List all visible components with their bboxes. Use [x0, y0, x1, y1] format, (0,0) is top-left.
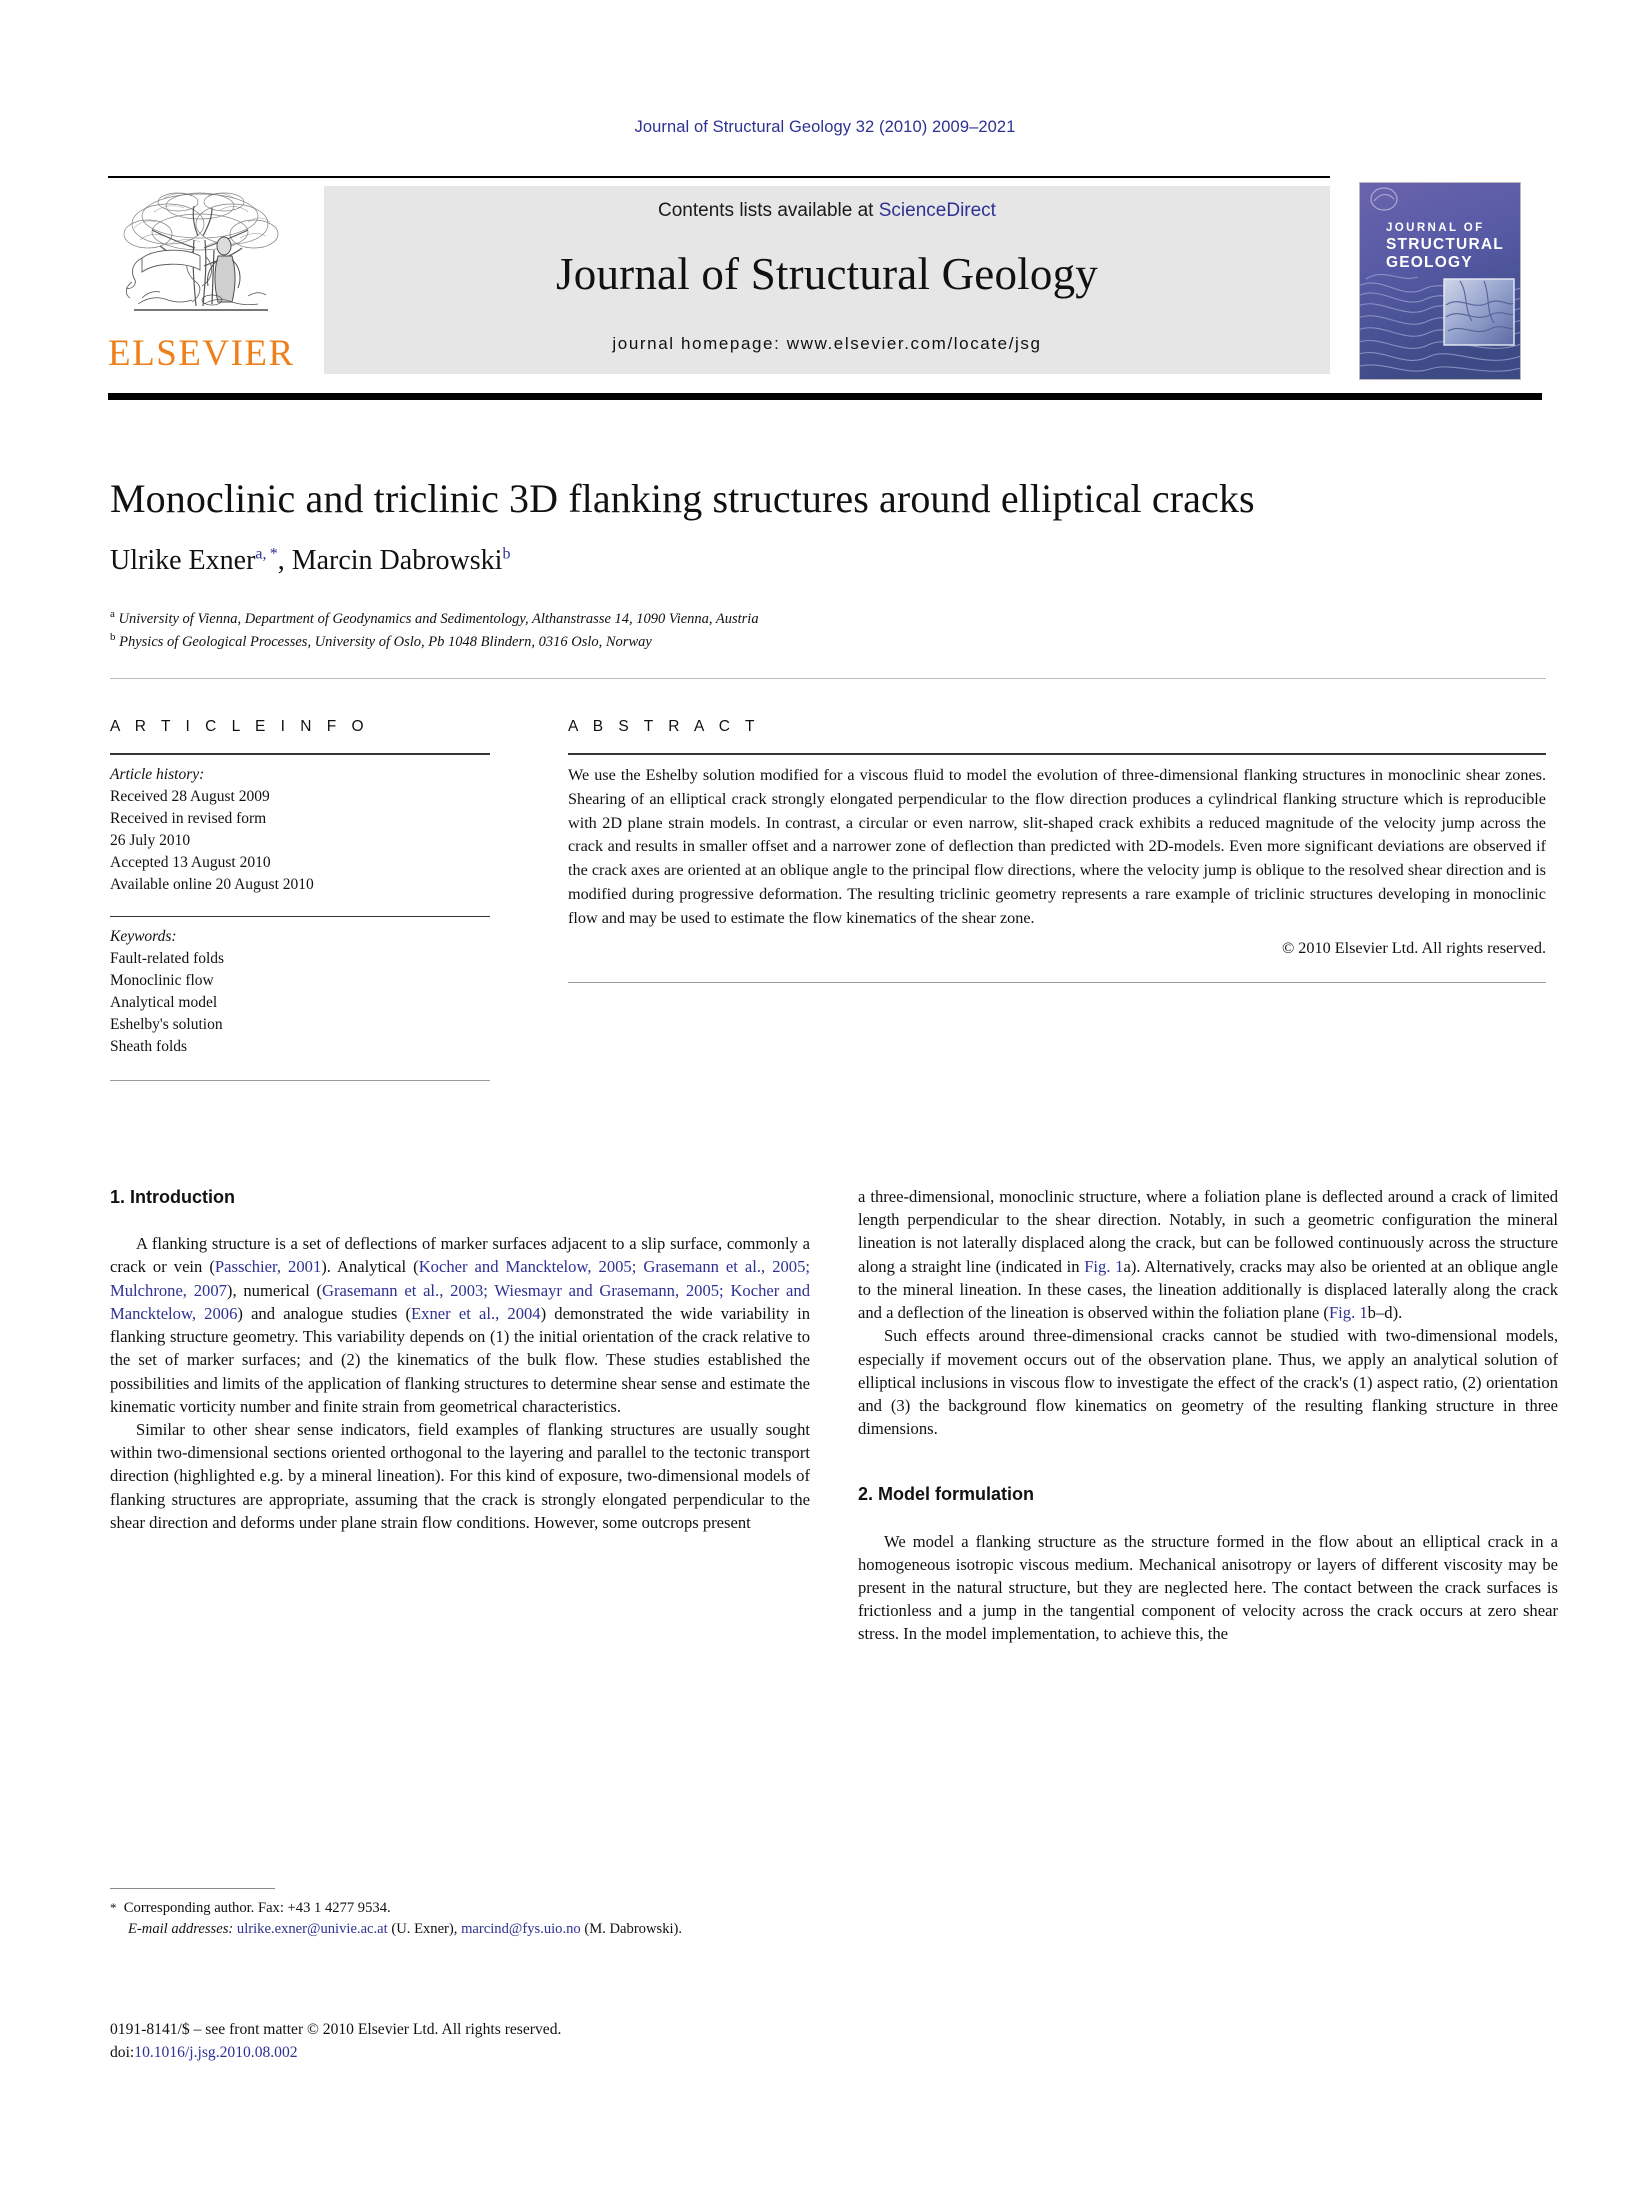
article-info-heading: A R T I C L E I N F O [110, 718, 370, 735]
abstract-text: We use the Eshelby solution modified for a viscous fluid to model the evolution of three-dimensional flanking structures in monoclinic shear zones. Shearing of an elliptical crack strongly elongated perpendicular to the flow direction produces a cylindrical flanking structure which is reproducible with 2D plane strain models. In contrast, a circular or even narrow, slit-shaped crack exhibits a reduced magnitude of the velocity jump across the crack and results in smaller offset and a narrower zone of deflection than predicted with 2D-models. Even more significant deviations are observed if the crack axes are oriented at an oblique angle to the principal flow directions, where the velocity jump is oblique to the resolved shear direction and is modified during progressive deformation. The resulting triclinic geometry represents a rare example of triclinic structures developing in monoclinic flow and may be used to estimate the flow kinematics of the shear zone. [568, 766, 1546, 927]
section-heading-introduction: 1. Introduction [110, 1187, 235, 1207]
journal-banner [324, 186, 1330, 374]
keywords-label: Keywords: [110, 928, 177, 945]
keywords-rule [110, 916, 490, 917]
svg-text:JOURNAL OF: JOURNAL OF [1386, 222, 1485, 234]
footnote-block [110, 1888, 810, 1939]
article-info-rule [110, 753, 490, 755]
front-matter-line: 0191-8141/$ – see front matter © 2010 Elsevier Ltd. All rights reserved. [110, 2021, 562, 2038]
footnote-rule [110, 1888, 275, 1889]
affiliation-b-text: Physics of Geological Processes, University of Oslo, Pb 1048 Blindern, 0316 Oslo, Norway [119, 633, 652, 650]
abstract-rule [568, 753, 1546, 755]
keyword-item: Analytical model [110, 994, 218, 1011]
front-matter-block [110, 2018, 870, 2065]
abstract-copyright: © 2010 Elsevier Ltd. All rights reserved. [1281, 938, 1546, 957]
article-history-block [110, 764, 490, 896]
affiliation-a-marker: a [110, 608, 115, 620]
abstract-column [568, 718, 1546, 983]
paragraph: Such effects around three-dimensional cracks cannot be studied with two-dimensional models, especially if movement occurs out of the observation plane. Thus, we apply an analytical solution of elliptical inclusions in viscous flow to investigate the effect of the crack's (1) aspect ratio, (2) orientation and (3) the background flow kinematics on geometry of the resulting flanking structure in three dimensions. [858, 1326, 1558, 1439]
contents-available-line [324, 200, 1330, 222]
keywords-block [110, 926, 490, 1058]
contents-prefix: Contents lists available at [658, 200, 879, 221]
title-block-divider [110, 678, 1546, 679]
keyword-item: Eshelby's solution [110, 1016, 223, 1033]
affiliation-a [110, 607, 1560, 630]
keyword-item: Fault-related folds [110, 950, 225, 967]
journal-cover-thumbnail [1359, 182, 1521, 380]
article-info-column [110, 718, 490, 1081]
paragraph: a three-dimensional, monoclinic structure, where a foliation plane is deflected around a crack of limited length perpendicular to the shear direction. Notably, in such a geometric configuration the mineral lineation is not laterally displaced along the crack, but can be followed continuously across the structure along a straight line (indicated in Fig. 1a). Alternatively, cracks may also be oriented at an oblique angle to the mineral lineation. In these cases, the lineation additionally is displaced laterally along the crack and a deflection of the lineation is observed within the foliation plane (Fig. 1b–d). [858, 1187, 1558, 1323]
affiliation-a-text: University of Vienna, Department of Geodynamics and Sedimentology, Althanstrasse 14, 1090 Vienna, Austria [118, 610, 759, 627]
paragraph: Similar to other shear sense indicators, field examples of flanking structures are usually sought within two-dimensional sections oriented orthogonal to the layering and parallel to the tectonic transport direction (highlighted e.g. by a mineral lineation). For this kind of exposure, two-dimensional models of flanking structures are appropriate, assuming that the crack is strongly elongated perpendicular to the shear direction and deforms under plane strain flow conditions. However, some outcrops present [110, 1419, 810, 1532]
page-title: Monoclinic and triclinic 3D flanking structures around elliptical cracks [110, 476, 1255, 521]
elsevier-wordmark: ELSEVIER [108, 333, 295, 374]
journal-homepage-link[interactable]: journal homepage: www.elsevier.com/locate/jsg [612, 334, 1042, 353]
cover-artwork [1360, 183, 1520, 379]
paragraph: A flanking structure is a set of deflections of marker surfaces adjacent to a slip surface, commonly a crack or vein (Passchier, 2001). Analytical (Kocher and Mancktelow, 2005; Grasemann et al., 2005; Mulchrone, 2007), numerical (Grasemann et al., 2003; Wiesmayr and Grasemann, 2005; Kocher and Mancktelow, 2006) and analogue studies (Exner et al., 2004) demonstrated the wide variability in flanking structure geometry. This variability depends on (1) the initial orientation of the crack relative to the set of marker surfaces; and (2) the kinematics of the bulk flow. These studies established the possibilities and limits of the application of flanking structures to determine shear sense and estimate the kinematic vorticity number and finite strain from geometrical characteristics. [110, 1234, 810, 1416]
abstract-bottom-rule [568, 982, 1546, 983]
article-history-label: Article history: [110, 766, 205, 783]
body-column-right [858, 1185, 1558, 1646]
running-head: Journal of Structural Geology 32 (2010) 2009–2021 [634, 118, 1016, 136]
abstract-heading: A B S T R A C T [568, 718, 760, 735]
svg-text:GEOLOGY: GEOLOGY [1386, 254, 1473, 271]
svg-text:STRUCTURAL: STRUCTURAL [1386, 236, 1504, 253]
masthead-top-rule [108, 176, 1330, 178]
doi-label: doi: [110, 2044, 135, 2062]
email-addresses-note: E-mail addresses: ulrike.exner@univie.ac.at (U. Exner), marcind@fys.uio.no (M. Dabrowski). [128, 1920, 683, 1937]
elsevier-tree-icon [108, 186, 291, 334]
section-heading-model-formulation: 2. Model formulation [858, 1484, 1035, 1505]
body-column-left [110, 1185, 810, 1534]
affiliation-b [110, 630, 1560, 653]
keyword-item: Sheath folds [110, 1038, 188, 1055]
doi-line [110, 2041, 870, 2064]
doi-link[interactable]: 10.1016/j.jsg.2010.08.002 [134, 2044, 298, 2062]
history-item: Received 28 August 2009 [110, 788, 270, 805]
history-item: Accepted 13 August 2010 [110, 854, 271, 871]
article-info-bottom-rule [110, 1080, 490, 1081]
journal-title: Journal of Structural Geology [556, 249, 1098, 299]
keyword-item: Monoclinic flow [110, 972, 214, 989]
corresponding-author-note: * Corresponding author. Fax: +43 1 4277 9534. [110, 1900, 391, 1916]
history-item: Received in revised form [110, 810, 267, 827]
sciencedirect-link[interactable]: ScienceDirect [878, 200, 996, 221]
paragraph: We model a flanking structure as the structure formed in the flow about an elliptical crack in a homogeneous isotropic viscous medium. Mechanical anisotropy or layers of different viscosity may be present in the natural structure, but they are neglected here. The contact between the crack surfaces is frictionless and a jump in the tangential component of velocity across the crack occurs at zero shear stress. In the model implementation, to achieve this, the [858, 1531, 1558, 1644]
affiliation-b-marker: b [110, 631, 116, 643]
journal-masthead [108, 176, 1542, 400]
elsevier-logo [108, 186, 295, 376]
author-list: Ulrike Exner$^{a, *}$, Marcin Dabrowski$^b$ [110, 545, 511, 576]
history-item: Available online 20 August 2010 [110, 876, 314, 893]
masthead-bottom-bar [108, 393, 1542, 400]
history-item: 26 July 2010 [110, 832, 191, 849]
